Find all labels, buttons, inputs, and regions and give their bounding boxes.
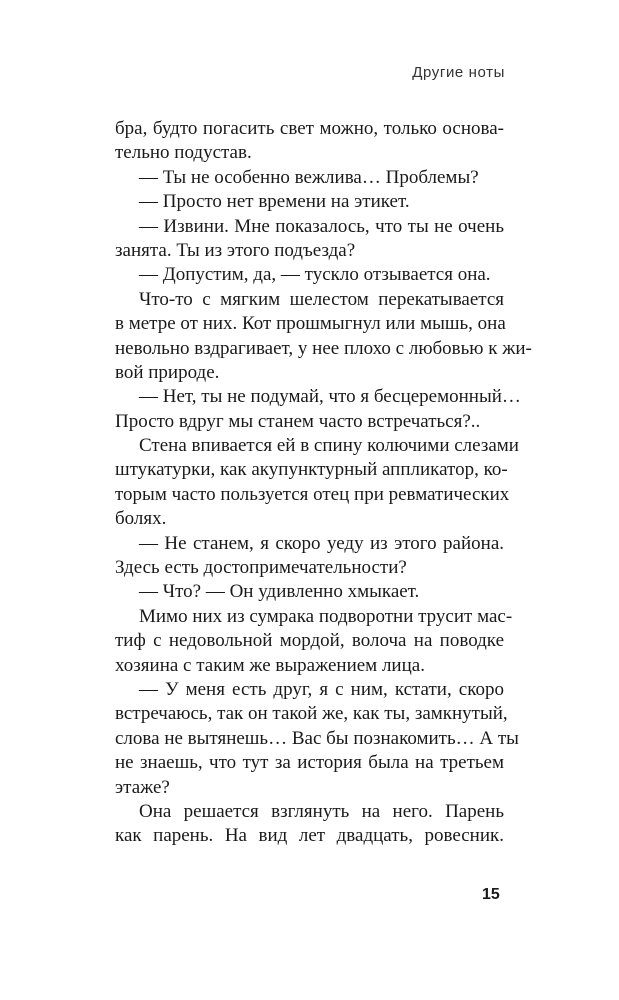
text-line: Здесь есть достопримечательности? bbox=[115, 557, 407, 579]
text-line: бра, будто погасить свет можно, только основа- bbox=[115, 118, 504, 139]
text-line: в метре от них. Кот прошмыгнул или мышь, она bbox=[115, 313, 506, 335]
text-line: тельно подустав. bbox=[115, 142, 252, 164]
text-line: — Что? — Он удивленно хмыкает. bbox=[139, 581, 420, 603]
text-line: — Извини. Мне показалось, что ты не очень bbox=[139, 215, 504, 237]
text-line: Стена впивается ей в спину колючими слезами bbox=[139, 435, 519, 457]
text-line: — Нет, ты не подумай, что я бесцеремонный… bbox=[139, 386, 521, 408]
text-line: занята. Ты из этого подъезда? bbox=[115, 239, 356, 261]
text-line: — У меня есть друг, я с ним, кстати, скоро bbox=[139, 678, 504, 700]
text-line: вой природе. bbox=[115, 361, 220, 383]
running-head-title: Другие ноты bbox=[412, 64, 505, 81]
text-line: — Допустим, да, — тускло отзывается она. bbox=[139, 264, 491, 286]
body-text bbox=[115, 117, 532, 849]
text-line: тиф с недовольной мордой, волоча на поводке bbox=[115, 630, 504, 652]
text-line: — Просто нет времени на этикет. bbox=[139, 191, 410, 213]
text-line: Она решается взглянуть на него. Парень bbox=[139, 800, 504, 822]
text-line: — Ты не особенно вежлива… Проблемы? bbox=[139, 166, 479, 188]
text-line: Мимо них из сумрака подворотни трусит мас- bbox=[139, 605, 513, 627]
text-line: — Не станем, я скоро уеду из этого района. bbox=[139, 532, 504, 554]
text-line: этаже? bbox=[115, 776, 170, 798]
text-line: болях. bbox=[115, 508, 167, 530]
text-line: как парень. На вид лет двадцать, ровесник. bbox=[115, 825, 504, 847]
text-line: Просто вдруг мы станем часто встречаться?.. bbox=[115, 410, 481, 432]
text-line: слова не вытянешь… Вас бы познакомить… А ты bbox=[115, 727, 519, 749]
text-line: Что-то с мягким шелестом перекатывается bbox=[139, 288, 504, 310]
text-line: встречаюсь, так он такой же, как ты, замкнутый, bbox=[115, 703, 508, 725]
text-line: хозяина с таким же выражением лица. bbox=[115, 654, 425, 676]
text-line: не знаешь, что тут за история была на третьем bbox=[115, 752, 504, 774]
page-number: 15 bbox=[482, 886, 500, 903]
text-line: невольно вздрагивает, у нее плохо с любовью к жи- bbox=[115, 337, 532, 359]
text-line: торым часто пользуется отец при ревматических bbox=[115, 483, 510, 505]
text-line: штукатурки, как акупунктурный аппликатор, ко- bbox=[115, 459, 508, 481]
